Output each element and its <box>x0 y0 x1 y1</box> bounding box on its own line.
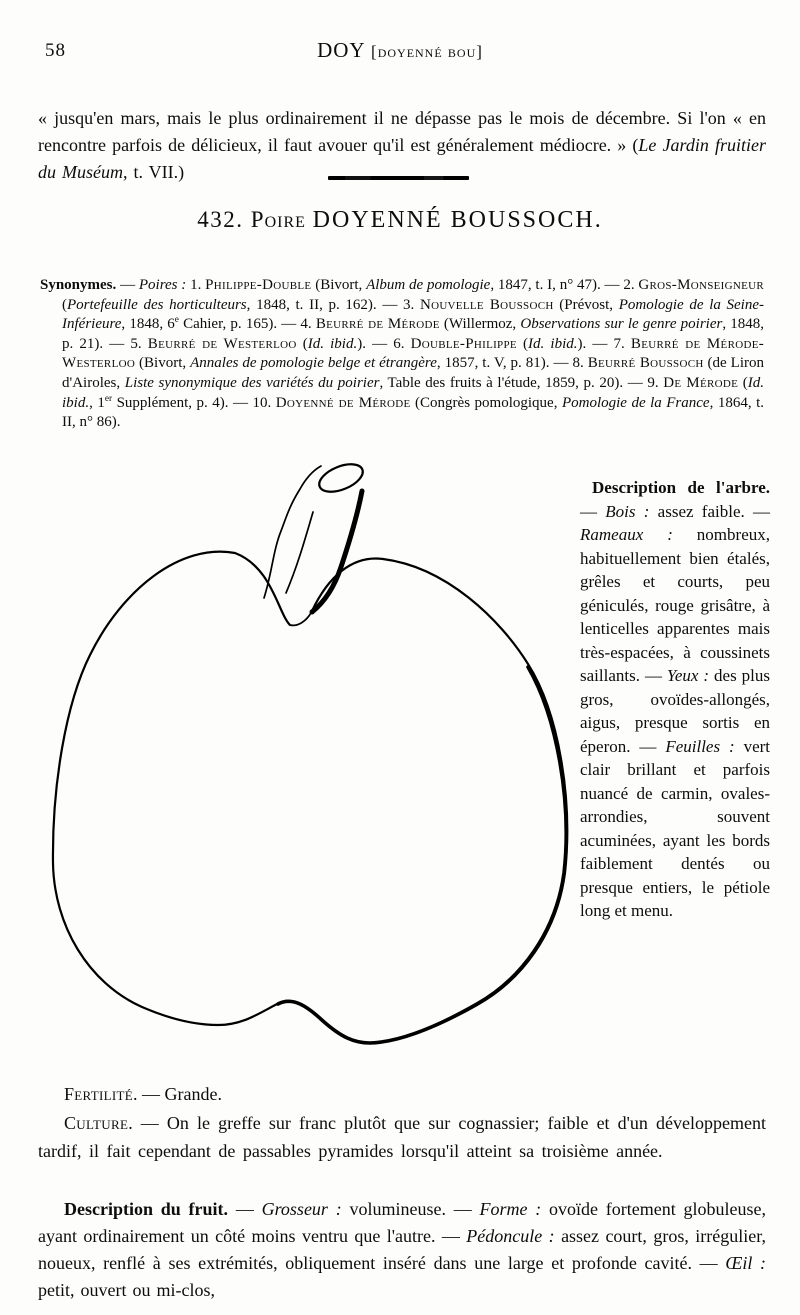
page-number: 58 <box>45 40 66 61</box>
running-header-bracket: [doyenné bou] <box>371 42 483 61</box>
pear-body-outline <box>53 552 567 1043</box>
stem-right-edge <box>312 491 362 612</box>
running-header-title: DOY <box>317 38 372 62</box>
fruit-description-paragraph: Description du fruit. — Grosseur : volumineuse. — Forme : ovoïde fortement globuleuse, ayant ordinairement un côté moins ventru que l'autre. — Pédoncule : assez court, gros, irrégulier, noueux, renflé à ses extrémités, obliquement inséré dans une large et profonde cavité. — Œil : petit, ouvert ou mi-clos, <box>38 1199 767 1300</box>
tree-description-column: Description de l'arbre. — Bois : assez faible. — Rameaux : nombreux, habituellement bien étalés, grêles et courts, peu géniculés, rouge grisâtre, à lenticelles apparentes mais très-espacées, à coussinets saillants. — Yeux : des plus gros, ovoïdes-allongés, aigus, presque sortis en éperon. — Feuilles : vert clair brillant et parfois nuancé de carmin, ovales-arrondies, souvent acuminées, ayant les bords faiblement dentés ou presque entiers, le pétiole long et menu. <box>580 478 770 920</box>
stem-crease-line <box>286 512 313 593</box>
running-header <box>0 38 800 63</box>
article-genus: Poire <box>250 207 313 232</box>
synonyms-paragraph: Synonymes. — Poires : 1. Philippe-Double (Bivort, Album de pomologie, 1847, t. I, n° 47). — 2. Gros-Monseigneur (Portefeuille des horticulteurs, 1848, t. II, p. 162). — 3. Nouvelle Boussoch (Prévost, Pomologie de la Seine-Inférieure, 1848, 6e Cahier, p. 165). — 4. Beurré de Mérode (Willermoz, Observations sur le genre poirier, 1848, p. 21). — 5. Beurré de Westerloo (Id. ibid.). — 6. Double-Philippe (Id. ibid.). — 7. Beurré de Mérode-Westerloo (Bivort, Annales de pomologie belge et étrangère, 1857, t. V, p. 81). — 8. Beurré Boussoch (de Liron d'Airoles, Liste synonymique des variétés du poirier, Table des fruits à l'étude, 1859, p. 20). — 9. De Mérode (Id. ibid., 1er Supplément, p. 4). — 10. Doyenné de Mérode (Congrès pomologique, Pomologie de la France, 1864, t. II, n° 86). <box>40 277 765 431</box>
pear-shading-stroke <box>278 667 566 1043</box>
section-divider-rule <box>328 176 469 180</box>
stem-cavity-line <box>290 613 311 625</box>
article-heading <box>0 207 800 234</box>
article-number: 432. <box>197 207 251 232</box>
intro-quote-paragraph: « jusqu'en mars, mais le plus ordinairement il ne dépasse pas le mois de décembre. Si l'on « en rencontre parfois de délicieux, il faut avouer qu'il est généralement médiocre. » (Le Jardin fruitier du Muséum, t. VII.) <box>38 108 766 182</box>
fertility-paragraph: Fertilité. — Grande. <box>64 1084 222 1104</box>
pear-engraving <box>50 455 575 1055</box>
stem-tip-ellipse <box>315 459 366 498</box>
culture-paragraph: Culture. — On le greffe sur franc plutôt que sur cognassier; faible et d'un développement tardif, il fait cependant de passables pyramides lorsqu'il atteint sa troisième année. <box>38 1113 766 1161</box>
article-variety-name: DOYENNÉ BOUSSOCH. <box>312 207 603 233</box>
